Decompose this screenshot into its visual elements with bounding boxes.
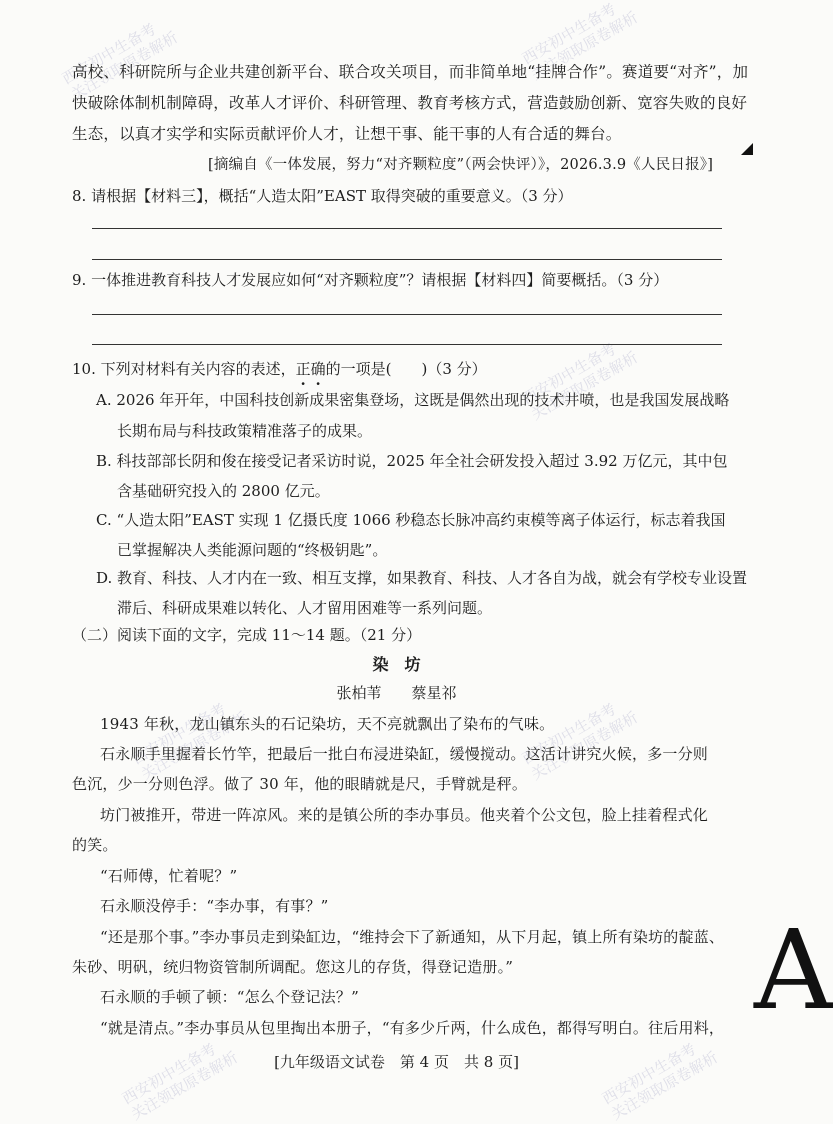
story-paragraph: 石永顺手里握着长竹竿，把最后一批白布浸进染缸，缓慢搅动。这活计讲究火候，多一分则 xyxy=(100,745,709,763)
option-b[interactable]: B. 科技部部长阴和俊在接受记者采访时说，2025 年全社会研发投入超过 3.92 万亿元，其中包 xyxy=(96,452,728,470)
material-four-text: 生态，以真才实学和实际贡献评价人才，让想干事、能干事的人有合适的舞台。 xyxy=(72,125,622,143)
option-a[interactable]: A. 2026 年开年，中国科技创新成果密集登场，这既是偶然出现的技术井喷，也是我国发展战略 xyxy=(96,391,730,409)
answer-line[interactable] xyxy=(92,314,722,315)
question-10-stem-b: 的一项是( )（3 分） xyxy=(325,360,487,378)
material-four-text: 快破除体制机制障碍，改革人才评价、科研管理、教育考核方式，营造鼓励创新、宽容失败的良好 xyxy=(72,94,748,112)
question-10-stem-a: 10. 下列对材料有关内容的表述， xyxy=(72,360,296,378)
watermark: 西安初中生备考 关注领取原卷解析 xyxy=(59,19,181,104)
watermark: 西安初中生备考 关注领取原卷解析 xyxy=(599,1039,721,1124)
option-b-cont: 含基础研究投入的 2800 亿元。 xyxy=(117,482,330,500)
answer-line[interactable] xyxy=(92,344,722,345)
watermark: 西安初中生备考 关注领取原卷解析 xyxy=(129,699,251,784)
question-10-stem xyxy=(72,359,487,379)
question-9: 9. 一体推进教育科技人才发展应如何“对齐颗粒度”？请根据【材料四】简要概括。（3 分） xyxy=(72,271,669,289)
watermark: 西安初中生备考 关注领取原卷解析 xyxy=(519,0,641,84)
page-corner-mark xyxy=(741,143,753,155)
story-paragraph: 1943 年秋，龙山镇东头的石记染坊，天不亮就飘出了染布的气味。 xyxy=(100,715,555,733)
story-authors: 张柏苇 蔡星祁 xyxy=(336,684,457,702)
edge-letter-a: A xyxy=(754,906,833,1034)
question-8: 8. 请根据【材料三】，概括“人造太阳”EAST 取得突破的重要意义。（3 分） xyxy=(72,187,573,205)
story-paragraph: 色沉，少一分则色浮。做了 30 年，他的眼睛就是尺，手臂就是秤。 xyxy=(72,775,528,793)
watermark: 西安初中生备考 关注领取原卷解析 xyxy=(119,1039,241,1124)
story-paragraph: 石永顺没停手：“李办事，有事？” xyxy=(100,897,329,915)
story-paragraph: 石永顺的手顿了顿：“怎么个登记法？” xyxy=(100,988,359,1006)
story-paragraph: 朱砂、明矾，统归物资管制所调配。您这儿的存货，得登记造册。” xyxy=(72,958,514,976)
answer-line[interactable] xyxy=(92,259,722,260)
story-paragraph: “还是那个事。”李办事员走到染缸边，“维持会下了新通知，从下月起，镇上所有染坊的靛蓝、 xyxy=(100,928,725,946)
watermark: 西安初中生备考 关注领取原卷解析 xyxy=(519,339,641,424)
material-four-source: [摘编自《一体发展，努力“对齐颗粒度”（两会快评）》，2026.3.9《人民日报》] xyxy=(208,157,714,173)
story-paragraph: 坊门被推开，带进一阵凉风。来的是镇公所的李办事员。他夹着个公文包，脸上挂着程式化 xyxy=(100,806,709,824)
option-c-cont: 已掌握解决人类能源问题的“终极钥匙”。 xyxy=(117,541,388,559)
emphasis-char: 正 xyxy=(295,360,311,378)
option-d-cont: 滞后、科研成果难以转化、人才留用困难等一系列问题。 xyxy=(117,599,493,617)
answer-line[interactable] xyxy=(92,228,722,229)
option-a-cont: 长期布局与科技政策精准落子的成果。 xyxy=(117,422,373,440)
watermark: 西安初中生备考 关注领取原卷解析 xyxy=(519,699,641,784)
section-heading: （二）阅读下面的文字，完成 11～14 题。（21 分） xyxy=(72,626,422,644)
page-footer: [九年级语文试卷 第 4 页 共 8 页] xyxy=(274,1053,519,1071)
story-paragraph: 的笑。 xyxy=(72,836,118,854)
material-four-text: 高校、科研院所与企业共建创新平台、联合攻关项目，而非简单地“挂牌合作”。赛道要“对齐”，加 xyxy=(72,63,749,81)
story-paragraph: “石师傅，忙着呢？” xyxy=(100,867,238,885)
story-paragraph: “就是清点。”李办事员从包里掏出本册子，“有多少斤两，什么成色，都得写明白。往后用料， xyxy=(100,1019,725,1037)
emphasis-char: 确 xyxy=(310,360,326,378)
story-title: 染 坊 xyxy=(372,655,421,674)
option-c[interactable]: C. “人造太阳”EAST 实现 1 亿摄氏度 1066 秒稳态长脉冲高约束模等离子体运行，标志着我国 xyxy=(96,511,726,529)
option-d[interactable]: D. 教育、科技、人才内在一致、相互支撑，如果教育、科技、人才各自为战，就会有学校专业设置 xyxy=(96,569,748,587)
